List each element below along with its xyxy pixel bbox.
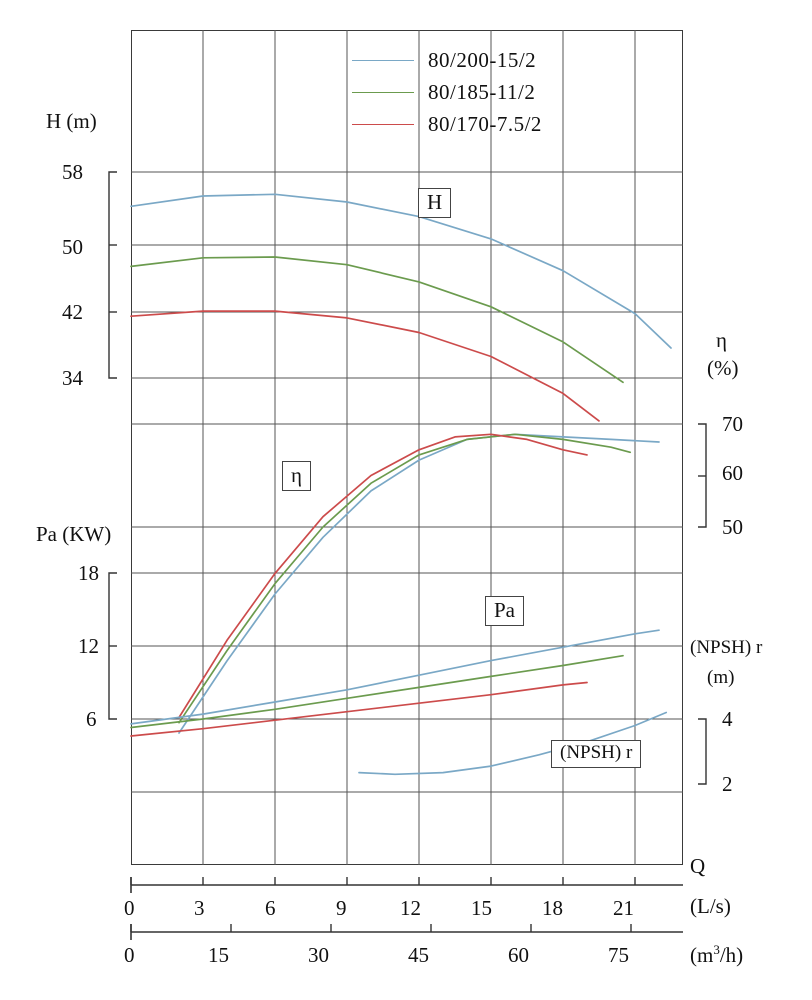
pa-tick-12: 12	[78, 634, 99, 658]
x2-tick-15: 15	[208, 943, 229, 967]
h-tick-50: 50	[62, 235, 83, 259]
pa-tick-18: 18	[78, 561, 99, 585]
h-tick-58: 58	[62, 160, 83, 184]
eta-axis-bracket	[698, 424, 706, 527]
x2-tick-30: 30	[308, 943, 329, 967]
legend	[352, 44, 542, 140]
legend-label: 80/185-11/2	[428, 79, 536, 104]
h-axis-bracket	[109, 172, 117, 378]
x2-tick-0: 0	[124, 943, 135, 967]
npsh-axis-unit: (m)	[707, 667, 735, 688]
x-tick-3: 3	[194, 896, 205, 920]
legend-item	[352, 44, 542, 76]
eta-tick-50: 50	[722, 515, 743, 539]
h-tick-34: 34	[62, 366, 83, 390]
npsh-axis-bracket	[698, 719, 706, 784]
legend-label: 80/170-7.5/2	[428, 111, 542, 136]
x2-tick-75: 75	[608, 943, 629, 967]
x-tick-6: 6	[265, 896, 276, 920]
legend-label: 80/200-15/2	[428, 47, 537, 72]
eta-axis-unit: (%)	[707, 356, 739, 380]
x-tick-0: 0	[124, 896, 135, 920]
x-tick-12: 12	[400, 896, 421, 920]
curve-tag-eta: η	[282, 461, 311, 491]
q-axis-title: Q	[690, 854, 706, 878]
x-tick-15: 15	[471, 896, 492, 920]
h-axis-title: H (m)	[46, 109, 97, 133]
legend-swatch-icon	[352, 124, 414, 125]
npsh-axis-title: (NPSH) r	[690, 637, 763, 658]
eta-tick-60: 60	[722, 461, 743, 485]
curve-tag-pa: Pa	[485, 596, 524, 626]
h-tick-42: 42	[62, 300, 83, 324]
eta-axis-title: η	[716, 328, 727, 352]
pa-tick-6: 6	[86, 707, 97, 731]
x-tick-21: 21	[613, 896, 634, 920]
legend-item	[352, 108, 542, 140]
q-axis-unit-ls: (L/s)	[690, 894, 731, 918]
pa-axis-title: Pa (KW)	[36, 522, 112, 546]
legend-item	[352, 76, 542, 108]
npsh-tick-4: 4	[722, 707, 733, 731]
pa-axis-bracket	[109, 573, 117, 719]
x2-tick-45: 45	[408, 943, 429, 967]
legend-swatch-icon	[352, 60, 414, 61]
eta-tick-70: 70	[722, 412, 743, 436]
q-axis-unit-m3h: $(m^3/h)$	[690, 942, 744, 967]
curve-tag-npshr: (NPSH) r	[551, 740, 641, 768]
x-tick-18: 18	[542, 896, 563, 920]
npsh-tick-2: 2	[722, 772, 733, 796]
legend-swatch-icon	[352, 92, 414, 93]
curve-tag-h: H	[418, 188, 451, 218]
x-tick-9: 9	[336, 896, 347, 920]
x2-tick-60: 60	[508, 943, 529, 967]
